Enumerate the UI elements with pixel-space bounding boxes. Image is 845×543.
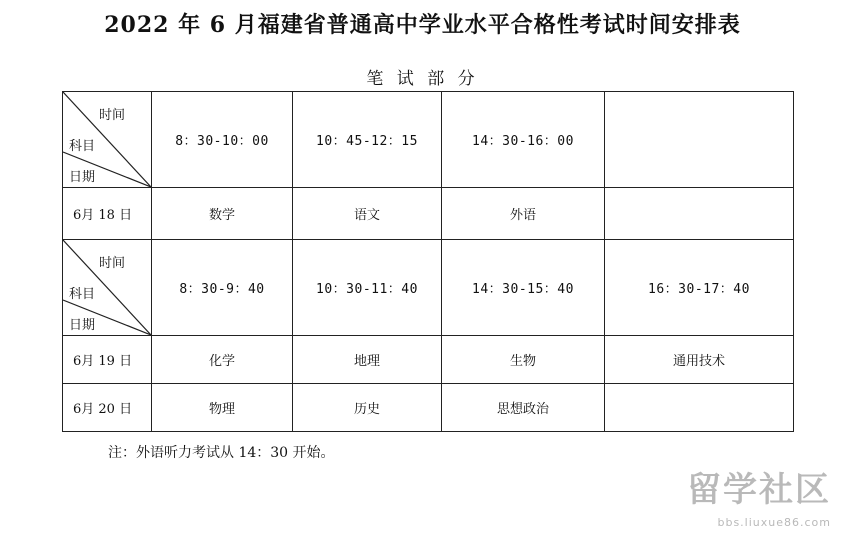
time-slot: 14：30-16：00 xyxy=(442,92,605,188)
subject-cell: 物理 xyxy=(152,384,293,432)
section-subtitle: 笔 试 部 分 xyxy=(366,69,479,89)
subject-cell: 外语 xyxy=(442,188,605,240)
subject-cell: 地理 xyxy=(293,336,442,384)
date-cell: 6月 19 日 xyxy=(63,336,152,384)
schedule-row-0620 xyxy=(63,384,794,432)
diag-label-time: 时间 xyxy=(99,256,126,271)
diag-label-subject: 科目 xyxy=(69,139,96,154)
subject-cell: 生物 xyxy=(442,336,605,384)
schedule-row-0619 xyxy=(63,336,794,384)
subject-cell: 数学 xyxy=(152,188,293,240)
footnote: 注：外语听力考试从 14：30 开始。 xyxy=(108,445,335,461)
subject-cell xyxy=(605,188,794,240)
watermark-logo-text: 留学社区 xyxy=(687,470,831,510)
time-slot: 8：30-9：40 xyxy=(152,240,293,336)
time-slot: 10：45-12：15 xyxy=(293,92,442,188)
diag-label-time: 时间 xyxy=(99,108,126,123)
subject-cell: 思想政治 xyxy=(442,384,605,432)
time-header-row-1 xyxy=(63,92,794,188)
date-cell: 6月 18 日 xyxy=(63,188,152,240)
subject-cell: 历史 xyxy=(293,384,442,432)
page-title: 2022 年 6 月福建省普通高中学业水平合格性考试时间安排表 xyxy=(104,12,741,38)
time-header-row-2 xyxy=(63,240,794,336)
watermark-logo xyxy=(687,470,831,529)
time-slot: 8：30-10：00 xyxy=(152,92,293,188)
diag-label-date: 日期 xyxy=(69,318,96,333)
watermark-url: bbs.liuxue86.com xyxy=(717,516,831,529)
time-slot: 14：30-15：40 xyxy=(442,240,605,336)
subject-cell: 通用技术 xyxy=(605,336,794,384)
diag-label-date: 日期 xyxy=(69,170,96,185)
diagonal-header-cell xyxy=(63,240,152,336)
time-slot: 10：30-11：40 xyxy=(293,240,442,336)
exam-schedule-table xyxy=(62,91,794,432)
diagonal-header-cell xyxy=(63,92,152,188)
schedule-row-0618 xyxy=(63,188,794,240)
date-cell: 6月 20 日 xyxy=(63,384,152,432)
subject-cell: 化学 xyxy=(152,336,293,384)
subject-cell xyxy=(605,384,794,432)
subject-cell: 语文 xyxy=(293,188,442,240)
time-slot xyxy=(605,92,794,188)
time-slot: 16：30-17：40 xyxy=(605,240,794,336)
diag-label-subject: 科目 xyxy=(69,287,96,302)
